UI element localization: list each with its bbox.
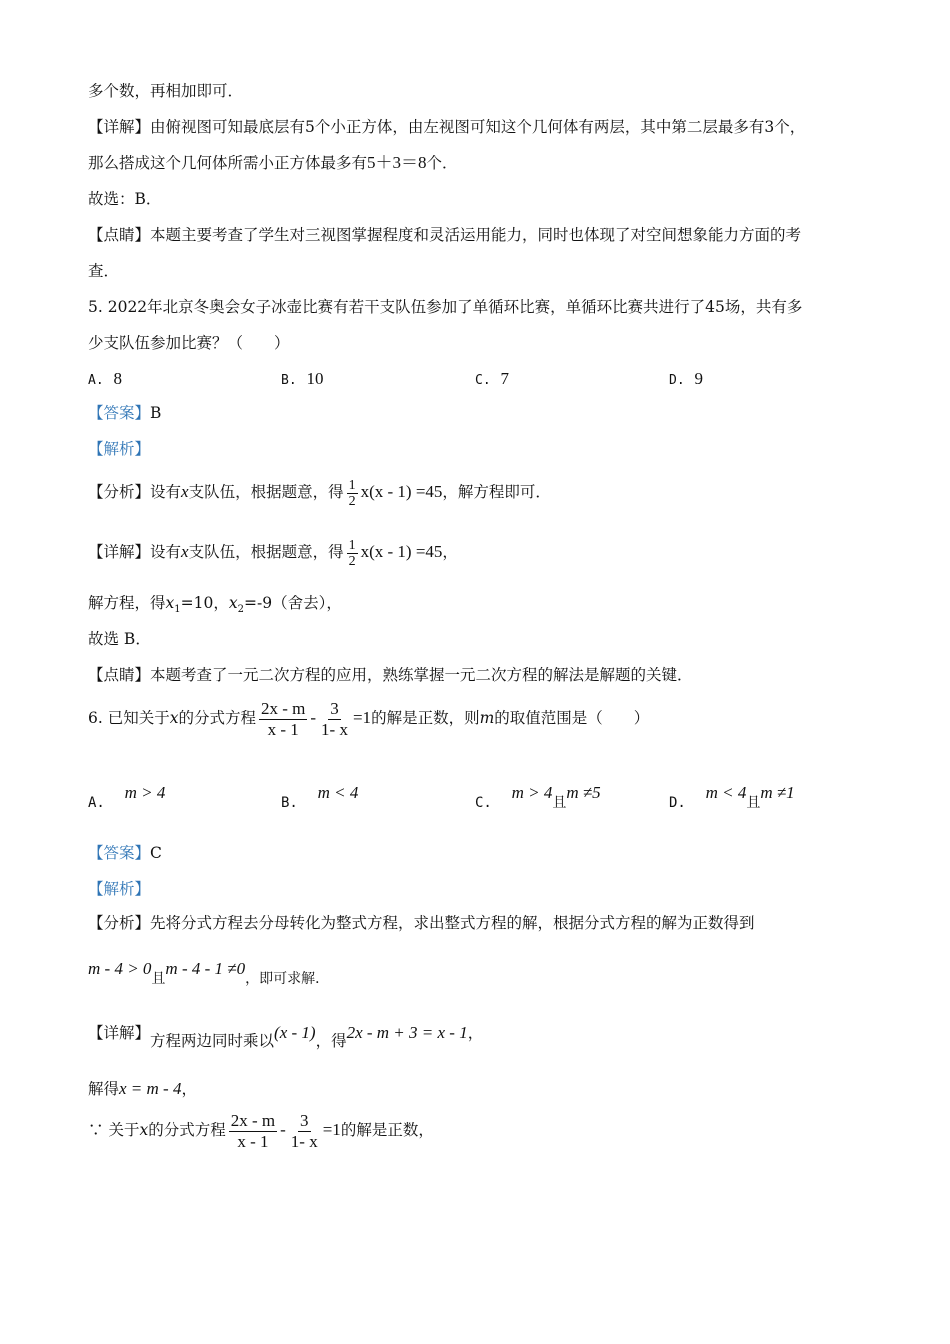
because-symbol: ∵ — [88, 1121, 104, 1139]
q6-condition: m - 4 > 0且m - 4 - 1 ≠0，即可求解． — [88, 959, 330, 987]
q6-option-b: B. m < 4 — [281, 783, 359, 811]
q5-solve: 解方程，得$x_1=10$，$x_2=-9$（舍去）， — [88, 594, 342, 616]
q5-comment: 【点睛】本题考查了一元二次方程的应用，熟练掌握一元二次方程的解法是解题的关键． — [88, 666, 693, 684]
q4-choose: 故选：B． — [88, 190, 162, 208]
equation: x(x - 1) =45 — [360, 482, 443, 501]
detail-label: 【详解】 — [88, 1024, 151, 1042]
fraction: $\frac{2x - m}{x - 1}$ — [230, 1110, 276, 1151]
q5-answer — [88, 402, 161, 424]
equation: x(x - 1) =45 — [360, 542, 443, 561]
math-expression: 5＋3＝8 — [367, 153, 427, 172]
q6-because: ∵ 关于x的分式方程 $\frac{2x - m}{x - 1}$ - $\frac{3}{1- x}$ =1的解是正数， — [88, 1110, 434, 1151]
q5-option-d: D. 9 — [669, 369, 704, 388]
fraction: $\frac{3}{1- x}$ — [290, 1110, 318, 1151]
q5-fenxi: 【分析】设有x支队伍，根据题意，得 $\frac{1}{2}$ x(x - 1) =45，解方程即可． — [88, 477, 551, 509]
q5-detail: 【详解】设有x支队伍，根据题意，得 $\frac{1}{2}$ x(x - 1) =45， — [88, 537, 458, 569]
answer-label: 【答案】 — [88, 404, 151, 422]
text-line: 多个数，再相加即可． — [88, 82, 244, 100]
q4-comment: 【点睛】本题主要考查了学生对三视图掌握程度和灵活运用能力，同时也体现了对空间想象能力方面的考 — [88, 226, 802, 244]
detail-label: 【详解】 — [88, 543, 151, 561]
answer-label: 【答案】 — [88, 844, 151, 862]
q5-option-a: A. 8 — [88, 369, 123, 388]
q5-analysis-label: 【解析】 — [88, 440, 151, 458]
q6-stem: 6. 已知关于x的分式方程 $\frac{2x - m}{x - 1}$ - $\frac{3}{1- x}$ =1的解是正数，则m的取值范围是（ ） — [88, 698, 650, 739]
q6-answer — [88, 842, 162, 864]
comment-label: 【点睛】 — [88, 226, 151, 244]
fraction: $\frac{2x - m}{x - 1}$ — [260, 698, 306, 739]
comment-label: 【点睛】 — [88, 666, 151, 684]
q4-detail: 【详解】由俯视图可知最底层有5个小正方体，由左视图可知这个几何体有两层，其中第二层最多有3个， — [88, 118, 806, 136]
fenxi-label: 【分析】 — [88, 914, 151, 932]
q6-detail: 【详解】方程两边同时乘以(x - 1)，得2x - m + 3 = x - 1， — [88, 1023, 484, 1050]
q6-option-a: A. m > 4 — [88, 783, 166, 811]
answer-value: C — [150, 844, 162, 862]
q6-option-d: D. m < 4且m ≠1 — [669, 783, 795, 811]
q6-analysis-label: 【解析】 — [88, 880, 151, 898]
answer-value: B — [150, 404, 162, 422]
q6-option-c: C. m > 4且m ≠5 — [475, 783, 601, 811]
q6-fenxi: 【分析】先将分式方程去分母转化为整式方程，求出整式方程的解，根据分式方程的解为正数得到 — [88, 914, 755, 932]
q5-stem: 5. 2022年北京冬奥会女子冰壶比赛有若干支队伍参加了单循环比赛，单循环比赛共进行了45场，共有多 — [88, 298, 803, 316]
q4-comment-line2: 查． — [88, 262, 120, 280]
q5-option-c: C. 7 — [475, 369, 510, 388]
fraction: $\frac{1}{2}$ — [348, 537, 356, 569]
fraction: $\frac{1}{2}$ — [348, 477, 356, 509]
q4-detail-line2: 那么搭成这个几何体所需小正方体最多有5＋3＝8个． — [88, 153, 458, 172]
detail-label: 【详解】 — [88, 118, 151, 136]
q5-stem-line2: 少支队伍参加比赛？（ ） — [88, 334, 290, 352]
fenxi-label: 【分析】 — [88, 483, 151, 501]
q5-option-b: B. 10 — [281, 369, 324, 388]
q6-solve: 解得x = m - 4， — [88, 1079, 197, 1098]
q5-choose: 故选 B． — [88, 630, 151, 648]
fraction: $\frac{3}{1- x}$ — [321, 698, 348, 739]
